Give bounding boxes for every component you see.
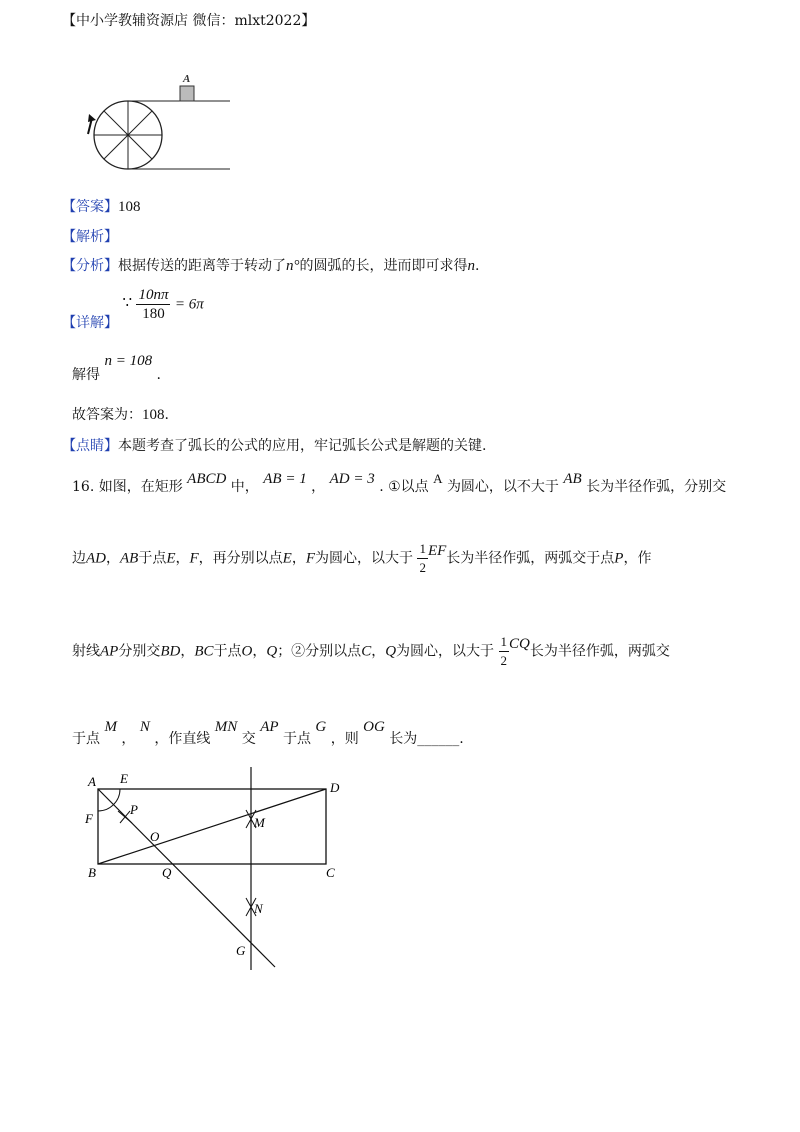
line-mn: MN <box>214 719 238 735</box>
ray-ap <box>98 789 275 967</box>
point-a: A <box>433 471 443 486</box>
q16-text: ， <box>371 643 386 660</box>
solve-expr: n = 108 <box>104 353 153 369</box>
geometry-figure <box>80 765 360 975</box>
fenxi-label: 【分析】 <box>62 258 118 274</box>
label-g: G <box>236 943 246 958</box>
conclusion-end: . <box>164 407 169 423</box>
q16-text: 于点 <box>138 550 167 567</box>
q16-text: 射线 <box>72 643 100 660</box>
half-fraction <box>417 540 428 577</box>
rect-abcd: ABCD <box>187 471 227 487</box>
q16-text: 交 <box>241 731 256 747</box>
detail-label: 【详解】 <box>62 314 118 331</box>
ray-ap: AP <box>100 643 119 660</box>
label-n: N <box>254 901 263 916</box>
fraction-numerator: 1 <box>499 633 510 652</box>
fenxi-line <box>62 257 479 275</box>
analysis-label: 【解析】 <box>62 229 118 245</box>
q16-text: 中， <box>230 479 259 495</box>
q16-text: . ①以点 <box>379 479 429 495</box>
q16-text: ， <box>180 643 195 660</box>
answer-line <box>62 198 141 216</box>
point-p: P <box>614 550 624 567</box>
fraction-denominator: 2 <box>500 653 507 668</box>
q16-text: 于点 <box>282 731 311 747</box>
because-symbol: ∵ <box>122 294 132 311</box>
segment-ab: AB <box>563 471 582 487</box>
point-o: O <box>241 643 253 660</box>
var-n-degree: n° <box>286 258 300 274</box>
point-m: M <box>104 719 117 735</box>
q16-line-3 <box>72 633 670 670</box>
ab-equals: AB = 1 <box>263 471 307 487</box>
q16-text: ，则 <box>330 731 359 747</box>
dianjing-line <box>62 437 486 455</box>
q16-text: ，再分别以点 <box>198 550 283 567</box>
point-f: F <box>305 550 316 567</box>
segment-bc: BC <box>194 643 214 660</box>
solve-line <box>72 352 161 383</box>
q16-text: ，作 <box>623 550 652 567</box>
block-a <box>180 86 194 101</box>
q16-line-4 <box>72 718 464 747</box>
q16-intro: 16. 如图，在矩形 <box>72 479 183 495</box>
segment-ad: AD <box>86 550 106 567</box>
segment-bd: BD <box>160 643 181 660</box>
q16-text: ， <box>311 479 326 495</box>
q16-text: 分别交 <box>118 643 161 660</box>
answer-blank[interactable]: ______ <box>417 731 460 747</box>
pulley-figure <box>80 70 240 180</box>
var-n: n <box>467 258 475 274</box>
point-e: E <box>166 550 176 567</box>
label-d: D <box>330 780 340 795</box>
segment-ef: EF <box>427 542 447 559</box>
q16-text: . <box>459 731 464 747</box>
q16-text: ， <box>106 550 120 567</box>
label-f: F <box>85 811 93 826</box>
q16-text: ， <box>252 643 267 660</box>
detail-fraction <box>136 286 170 323</box>
fenxi-text: 根据传送的距离等于转动了 <box>118 258 286 274</box>
label-o: O <box>150 829 160 844</box>
dianjing-label: 【点睛】 <box>62 438 118 454</box>
q16-text: 长为半径作弧，两弧交 <box>529 643 670 660</box>
segment-ab: AB <box>120 550 139 567</box>
q16-text: 为圆心，以不大于 <box>446 479 559 495</box>
q16-line-2 <box>72 540 651 577</box>
label-m: M <box>254 815 265 830</box>
dianjing-text: 本题考查了弧长的公式的应用，牢记弧长公式是解题的关键. <box>118 438 487 454</box>
label-e: E <box>120 771 128 786</box>
fenxi-end: . <box>475 258 480 274</box>
point-q: Q <box>385 643 397 660</box>
q16-text: ， <box>121 731 136 747</box>
point-c: C <box>361 643 372 660</box>
segment-og: OG <box>363 719 385 735</box>
half-fraction <box>499 633 510 670</box>
point-e: E <box>282 550 292 567</box>
q16-text: ；②分别以点 <box>277 643 362 660</box>
answer-value: 108 <box>118 199 141 215</box>
label-p: P <box>130 802 138 817</box>
point-n: N <box>139 719 150 735</box>
detail-line <box>62 286 204 331</box>
fraction-denominator: 2 <box>419 560 426 575</box>
detail-rhs: = 6π <box>174 296 204 313</box>
q16-line-1 <box>72 470 727 495</box>
conclusion-value: 108 <box>142 407 165 423</box>
q16-text: 长为半径作弧，两弧交于点 <box>446 550 615 567</box>
point-f: F <box>189 550 199 567</box>
fraction-numerator: 10nπ <box>138 287 169 303</box>
conclusion-line <box>72 406 169 424</box>
label-c: C <box>326 865 335 880</box>
answer-label: 【答案】 <box>62 199 118 215</box>
fraction-denominator: 180 <box>142 306 165 322</box>
fraction-numerator: 1 <box>417 540 428 559</box>
header-watermark: 【中小学教辅资源店 微信：mlxt2022】 <box>62 13 316 29</box>
q16-text: 于点 <box>213 643 242 660</box>
q16-text: ， <box>175 550 190 567</box>
block-a-label: A <box>183 73 191 85</box>
q16-text: 长为 <box>389 731 418 747</box>
q16-text: 为圆心，以大于 <box>396 643 495 660</box>
label-b: B <box>88 865 96 880</box>
segment-cq: CQ <box>509 635 530 652</box>
point-q: Q <box>266 643 278 660</box>
label-q: Q <box>162 865 172 880</box>
solve-end: . <box>156 367 161 383</box>
solve-text: 解得 <box>72 367 100 383</box>
ad-equals: AD = 3 <box>329 471 375 487</box>
conclusion-text: 故答案为： <box>72 407 142 423</box>
diagonal-bd <box>98 789 326 864</box>
label-a: A <box>88 774 96 789</box>
q16-text: 边 <box>72 550 86 567</box>
fenxi-text-2: 的圆弧的长，进而即可求得 <box>299 258 468 274</box>
q16-text: ，作直线 <box>154 731 211 747</box>
q16-text: 于点 <box>72 731 100 747</box>
point-g: G <box>315 719 327 735</box>
q16-text: 为圆心，以大于 <box>315 550 414 567</box>
q16-text: 长为半径作弧，分别交 <box>586 479 727 495</box>
q16-text: ， <box>291 550 306 567</box>
ray-ap: AP <box>260 719 279 735</box>
